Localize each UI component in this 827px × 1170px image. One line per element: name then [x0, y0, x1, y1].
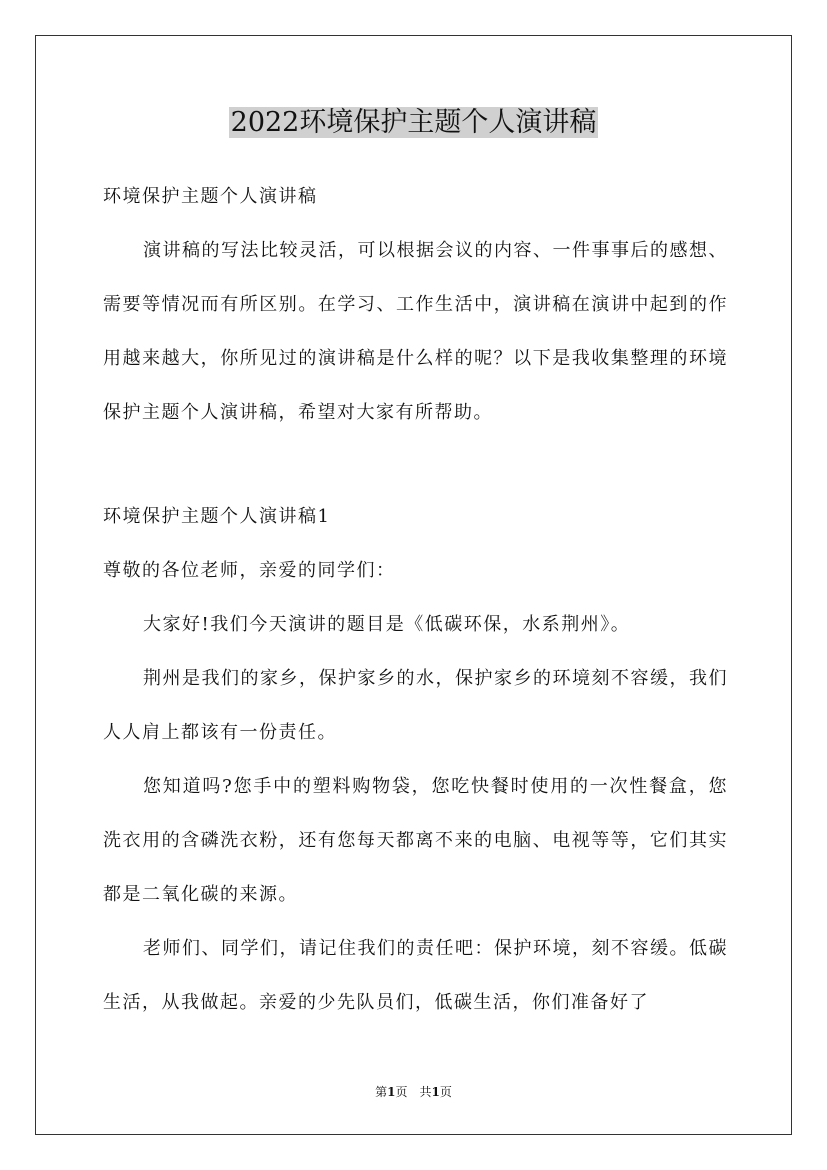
page-suffix: 页	[439, 1085, 452, 1099]
section-gap	[103, 440, 728, 490]
page-prefix: 第	[375, 1085, 388, 1099]
salutation: 尊敬的各位老师，亲爱的同学们：	[103, 560, 396, 581]
page-mid: 页 共	[395, 1085, 432, 1099]
body-paragraph-4: 老师们、同学们，请记住我们的责任吧：保护环境，刻不容缓。低碳生活，从我做起。亲爱的少先队员们，低碳生活，你们准备好了	[103, 938, 728, 1013]
intro-paragraph: 演讲稿的写法比较灵活，可以根据会议的内容、一件事事后的感想、需要等情况而有所区别。在学习、工作生活中，演讲稿在演讲中起到的作用越来越大，你所见过的演讲稿是什么样的呢？以下是我收集整理的环境保护主题个人演讲稿，希望对大家有所帮助。	[103, 240, 728, 423]
document-body	[103, 170, 728, 1030]
page-footer	[0, 1082, 827, 1102]
document-title	[0, 100, 827, 146]
page-current: 1	[387, 1085, 396, 1099]
page-total: 1	[431, 1085, 440, 1099]
section-heading: 环境保护主题个人演讲稿1	[103, 506, 331, 527]
body-paragraph-2: 荆州是我们的家乡，保护家乡的水，保护家乡的环境刻不容缓，我们人人肩上都该有一份责任。	[103, 668, 728, 743]
body-paragraph-3: 您知道吗?您手中的塑料购物袋，您吃快餐时使用的一次性餐盒，您洗衣用的含磷洗衣粉，还有您每天都离不来的电脑、电视等等，它们其实都是二氧化碳的来源。	[103, 776, 728, 905]
document-title-text: 2022环境保护主题个人演讲稿	[230, 107, 597, 138]
document-subtitle: 环境保护主题个人演讲稿	[103, 186, 318, 207]
body-paragraph-1: 大家好!我们今天演讲的题目是《低碳环保，水系荆州》。	[143, 614, 631, 635]
